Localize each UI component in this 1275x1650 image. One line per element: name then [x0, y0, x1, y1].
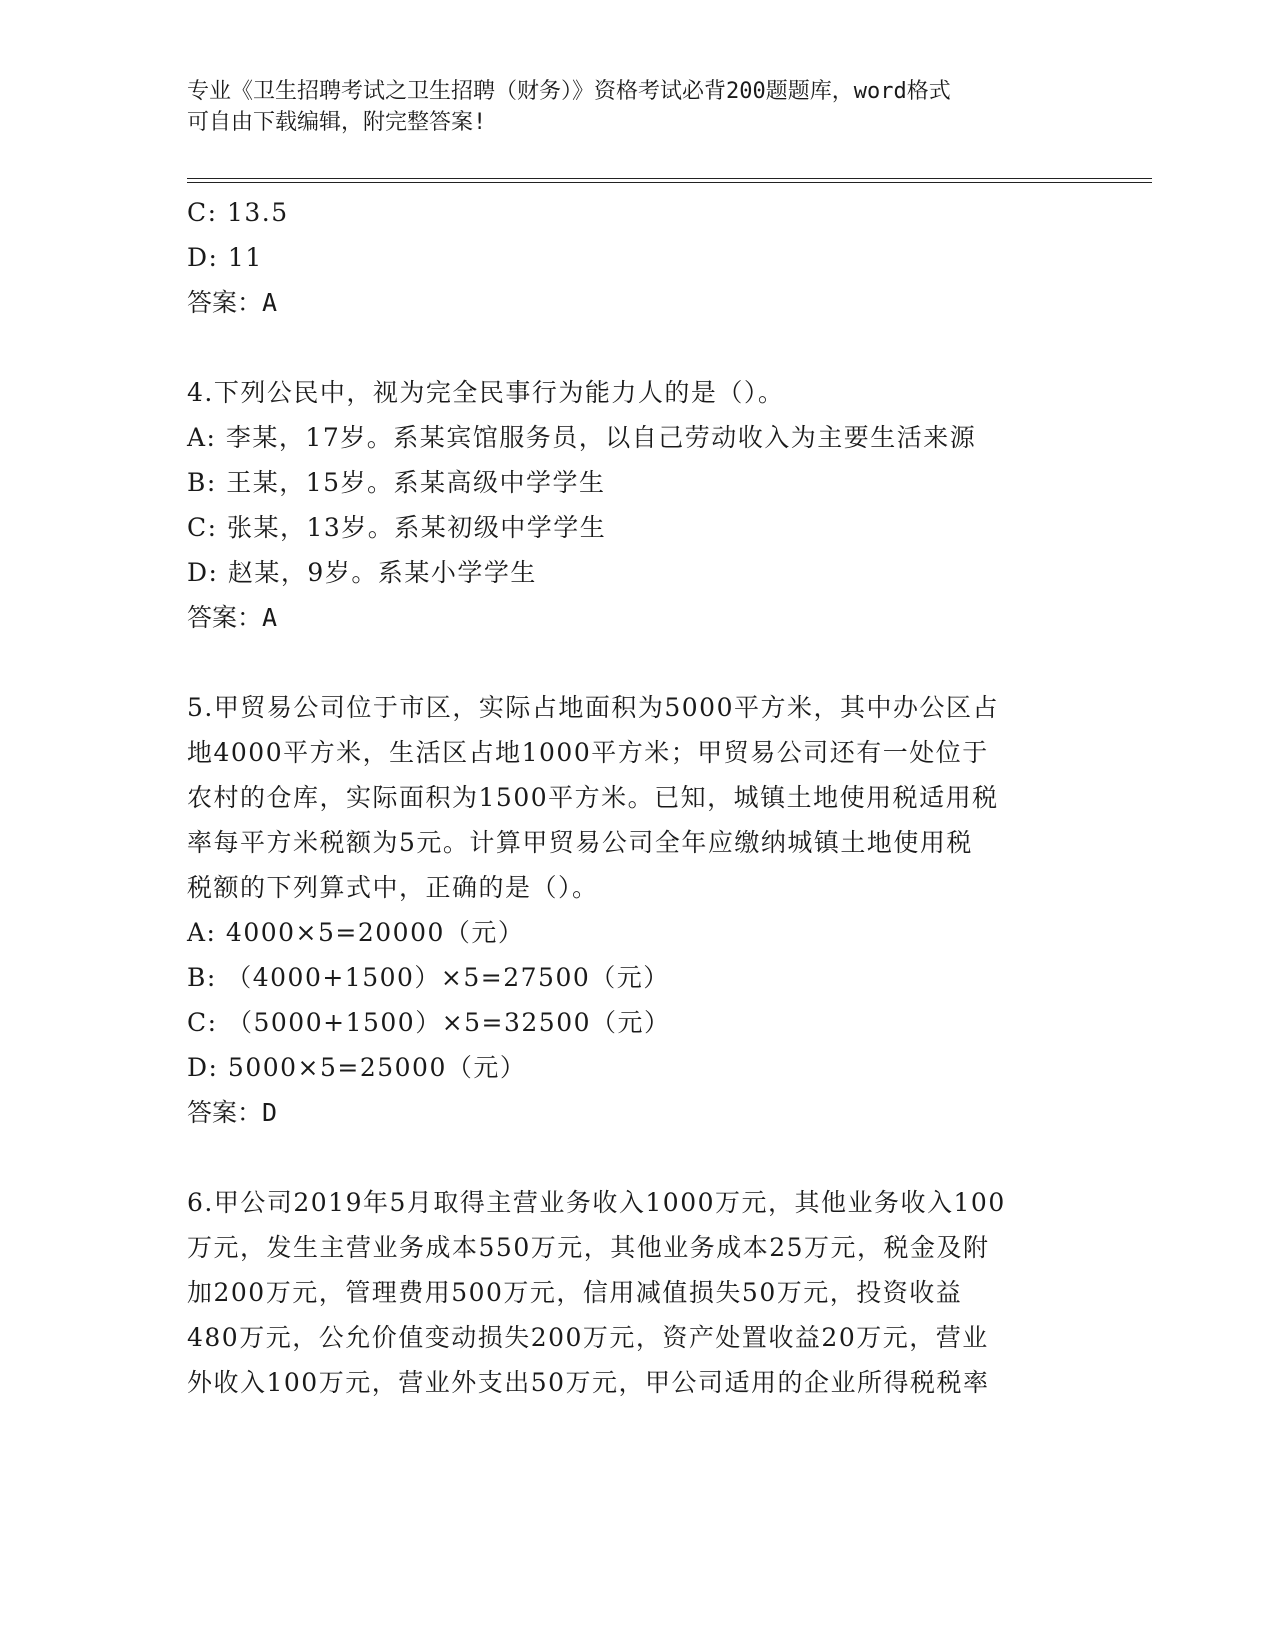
- spacer: [187, 1135, 1087, 1180]
- question-6: [187, 1180, 1087, 1405]
- q5-option-d: D: 5000×5=25000（元）: [187, 1053, 527, 1082]
- q5-answer: 答案：D: [187, 1098, 278, 1127]
- spacer: [187, 640, 1087, 685]
- q5-stem-line: 农村的仓库，实际面积为1500平方米。已知，城镇土地使用税适用税: [187, 783, 999, 812]
- page-header: [187, 76, 1087, 138]
- q4-answer: 答案：A: [187, 603, 278, 632]
- q3-option-c: C: 13.5: [187, 198, 289, 227]
- q5-stem-line: 地4000平方米，生活区占地1000平方米；甲贸易公司还有一处位于: [187, 738, 989, 767]
- q5-option-b: B: （4000+1500）×5=27500（元）: [187, 963, 670, 992]
- q3-answer: 答案：A: [187, 288, 278, 317]
- q6-stem-line: 外收入100万元，营业外支出50万元，甲公司适用的企业所得税税率: [187, 1368, 990, 1397]
- q4-option-b: B: 王某，15岁。系某高级中学学生: [187, 468, 606, 497]
- q6-stem-line: 万元，发生主营业务成本550万元，其他业务成本25万元，税金及附: [187, 1233, 990, 1262]
- q5-option-a: A: 4000×5=20000（元）: [187, 918, 525, 947]
- q6-stem-line: 480万元，公允价值变动损失200万元，资产处置收益20万元，营业: [187, 1323, 989, 1352]
- spacer: [187, 325, 1087, 370]
- q5-stem-line: 率每平方米税额为5元。计算甲贸易公司全年应缴纳城镇土地使用税: [187, 828, 973, 857]
- header-line-1: 专业《卫生招聘考试之卫生招聘（财务）》资格考试必背200题题库，word格式: [187, 79, 951, 104]
- question-4: [187, 370, 1087, 640]
- q4-option-c: C: 张某，13岁。系某初级中学学生: [187, 513, 607, 542]
- q5-stem-line: 税额的下列算式中，正确的是（）。: [187, 873, 599, 902]
- q4-stem: 4.下列公民中，视为完全民事行为能力人的是（）。: [187, 378, 785, 407]
- q4-option-d: D: 赵某，9岁。系某小学学生: [187, 558, 537, 587]
- document-body: [187, 190, 1087, 1405]
- q5-option-c: C: （5000+1500）×5=32500（元）: [187, 1008, 671, 1037]
- q6-stem-line: 加200万元，管理费用500万元，信用减值损失50万元，投资收益: [187, 1278, 963, 1307]
- question-3-tail: [187, 190, 1087, 325]
- q4-option-a: A: 李某，17岁。系某宾馆服务员，以自己劳动收入为主要生活来源: [187, 423, 977, 452]
- question-5: [187, 685, 1087, 1135]
- header-divider: [187, 178, 1152, 183]
- header-line-2: 可自由下载编辑，附完整答案!: [187, 110, 487, 135]
- q3-option-d: D: 11: [187, 243, 263, 272]
- q5-stem-line: 5.甲贸易公司位于市区，实际占地面积为5000平方米，其中办公区占: [187, 693, 999, 722]
- q6-stem-line: 6.甲公司2019年5月取得主营业务收入1000万元，其他业务收入100: [187, 1188, 1006, 1217]
